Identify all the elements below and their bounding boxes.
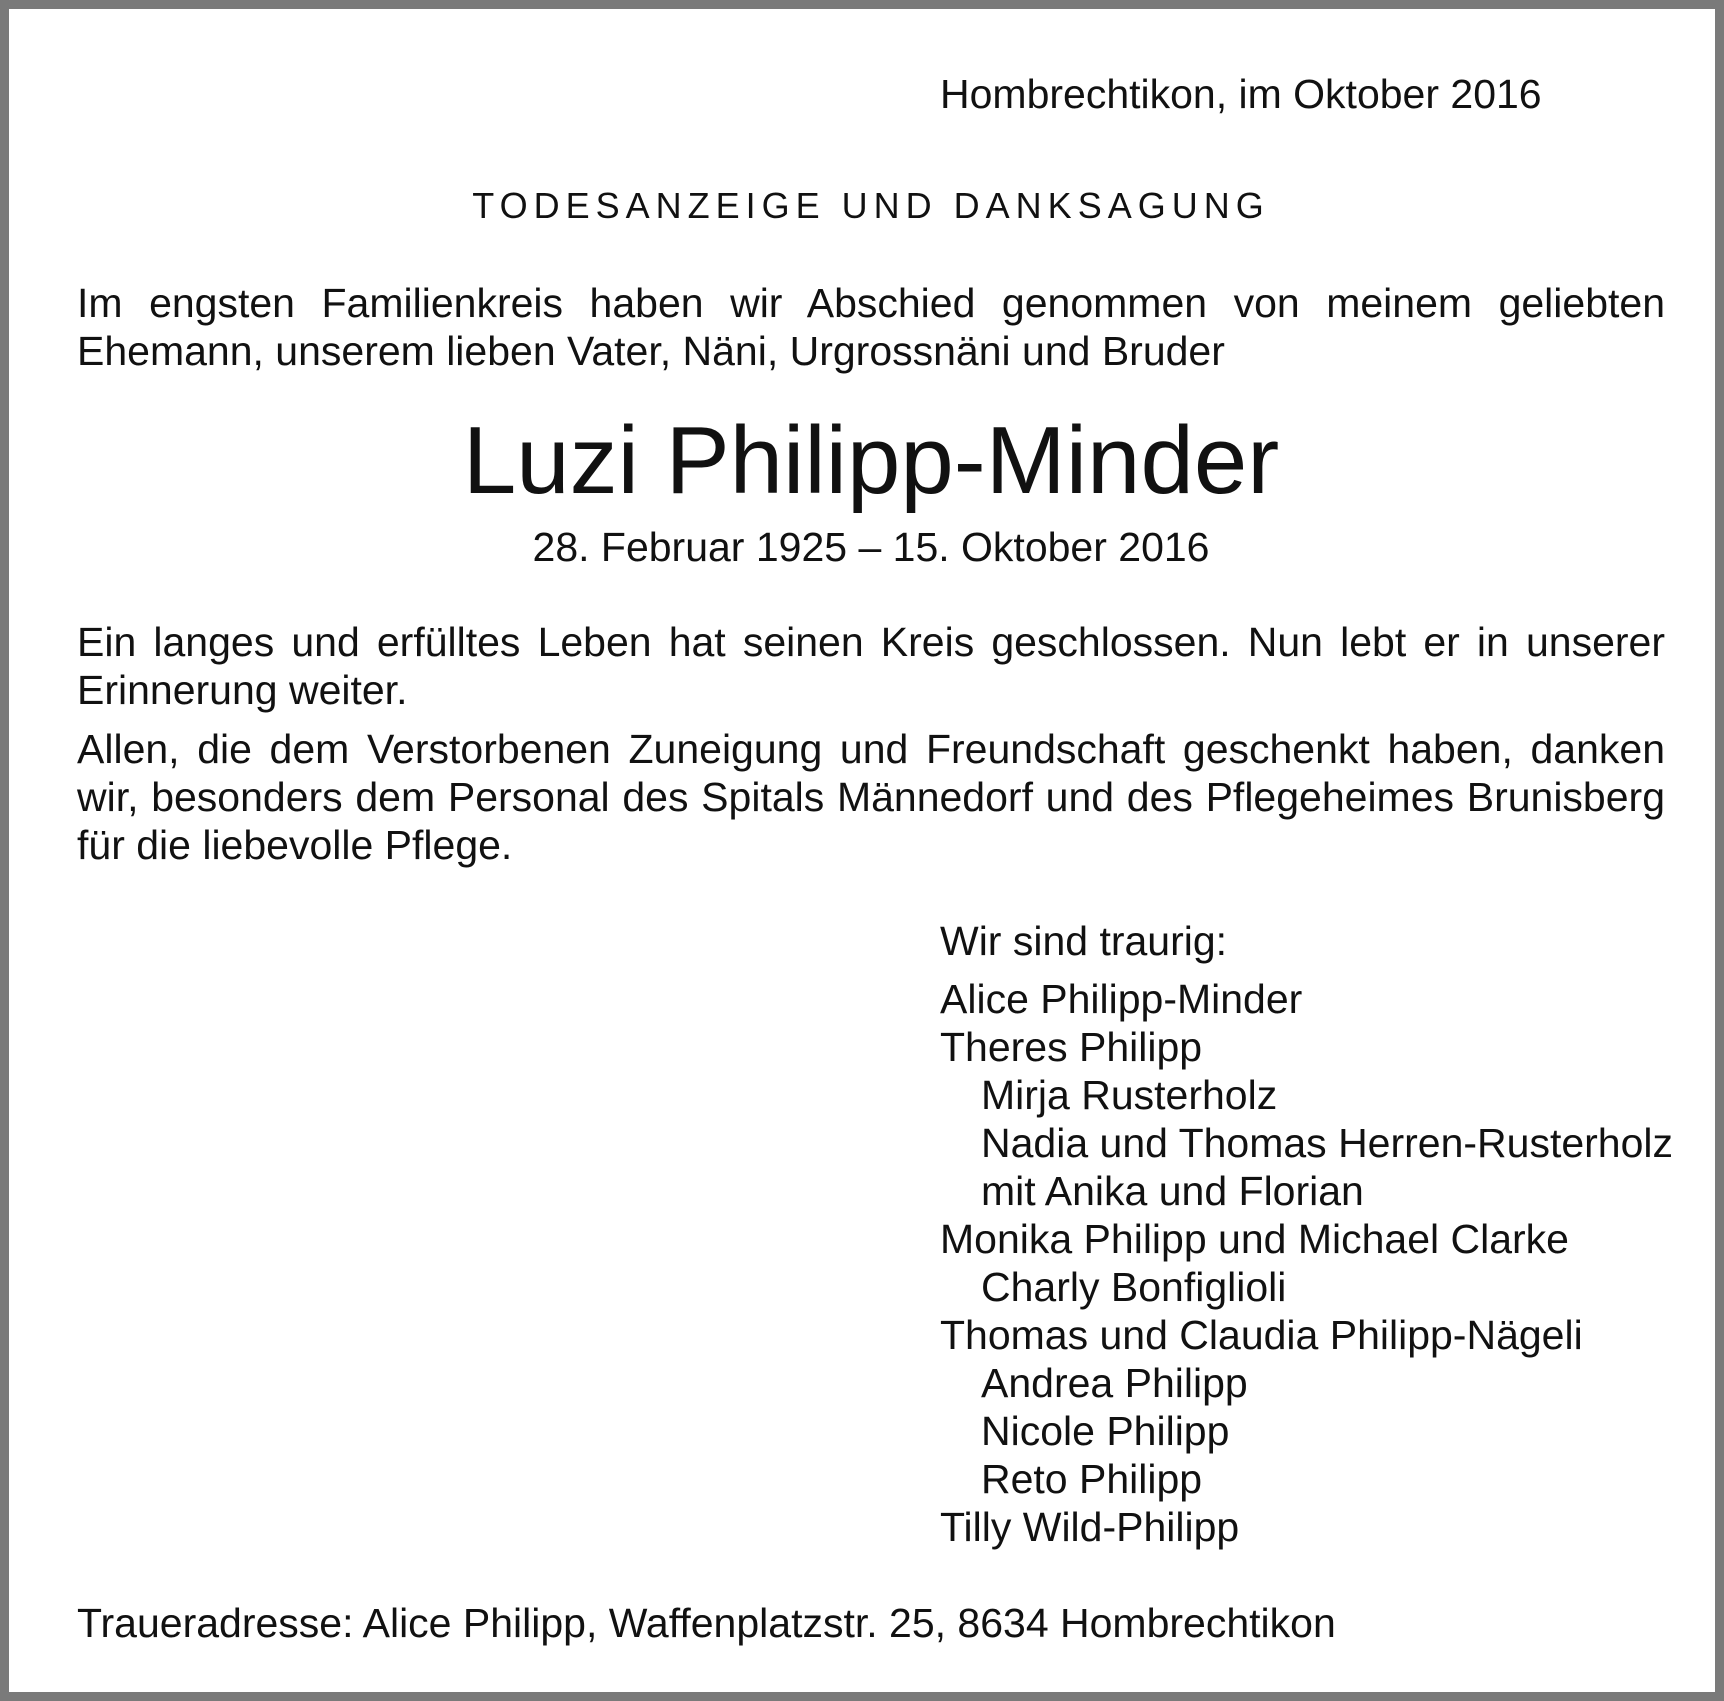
mourner-item: Tilly Wild-Philipp [940,1504,1240,1550]
mourner-item: Reto Philipp [981,1456,1203,1502]
thanks-paragraph: Allen, die dem Verstorbenen Zuneigung und Freundschaft geschenkt haben, danken wir, besonders dem Personal des Spitals Männedorf und des Pflegeheimes Brunisberg für die liebevolle Pflege. [77,726,1665,868]
mourning-address: Traueradresse: Alice Philipp, Waffenplatzstr. 25, 8634 Hombrechtikon [77,1600,1336,1646]
mourner-item: Charly Bonfiglioli [981,1264,1287,1310]
mourner-item: Alice Philipp-Minder [940,976,1303,1022]
mourner-item: Mirja Rusterholz [981,1072,1278,1118]
deceased-name: Luzi Philipp-Minder [462,407,1280,514]
notice-heading: TODESANZEIGE UND DANKSAGUNG [472,185,1270,226]
mourner-item: Thomas und Claudia Philipp-Nägeli [940,1312,1583,1358]
mourners-list [940,975,1673,1551]
intro-paragraph: Im engsten Familienkreis haben wir Abschied genommen von meinem geliebten Ehemann, unserem lieben Vater, Näni, Urgrossnäni und Bruder [77,280,1665,374]
mourners-label: Wir sind traurig: [940,918,1228,964]
mourner-item: Theres Philipp [940,1024,1203,1070]
life-paragraph: Ein langes und erfülltes Leben hat seinen Kreis geschlossen. Nun lebt er in unserer Erinnerung weiter. [77,619,1665,713]
mourner-item: mit Anika und Florian [981,1168,1364,1214]
mourner-item: Andrea Philipp [981,1360,1248,1406]
mourner-item: Monika Philipp und Michael Clarke [940,1216,1569,1262]
place-date: Hombrechtikon, im Oktober 2016 [940,71,1542,117]
mourner-item: Nicole Philipp [981,1408,1230,1454]
mourner-item: Nadia und Thomas Herren-Rusterholz [981,1120,1674,1166]
life-dates: 28. Februar 1925 – 15. Oktober 2016 [532,524,1210,570]
